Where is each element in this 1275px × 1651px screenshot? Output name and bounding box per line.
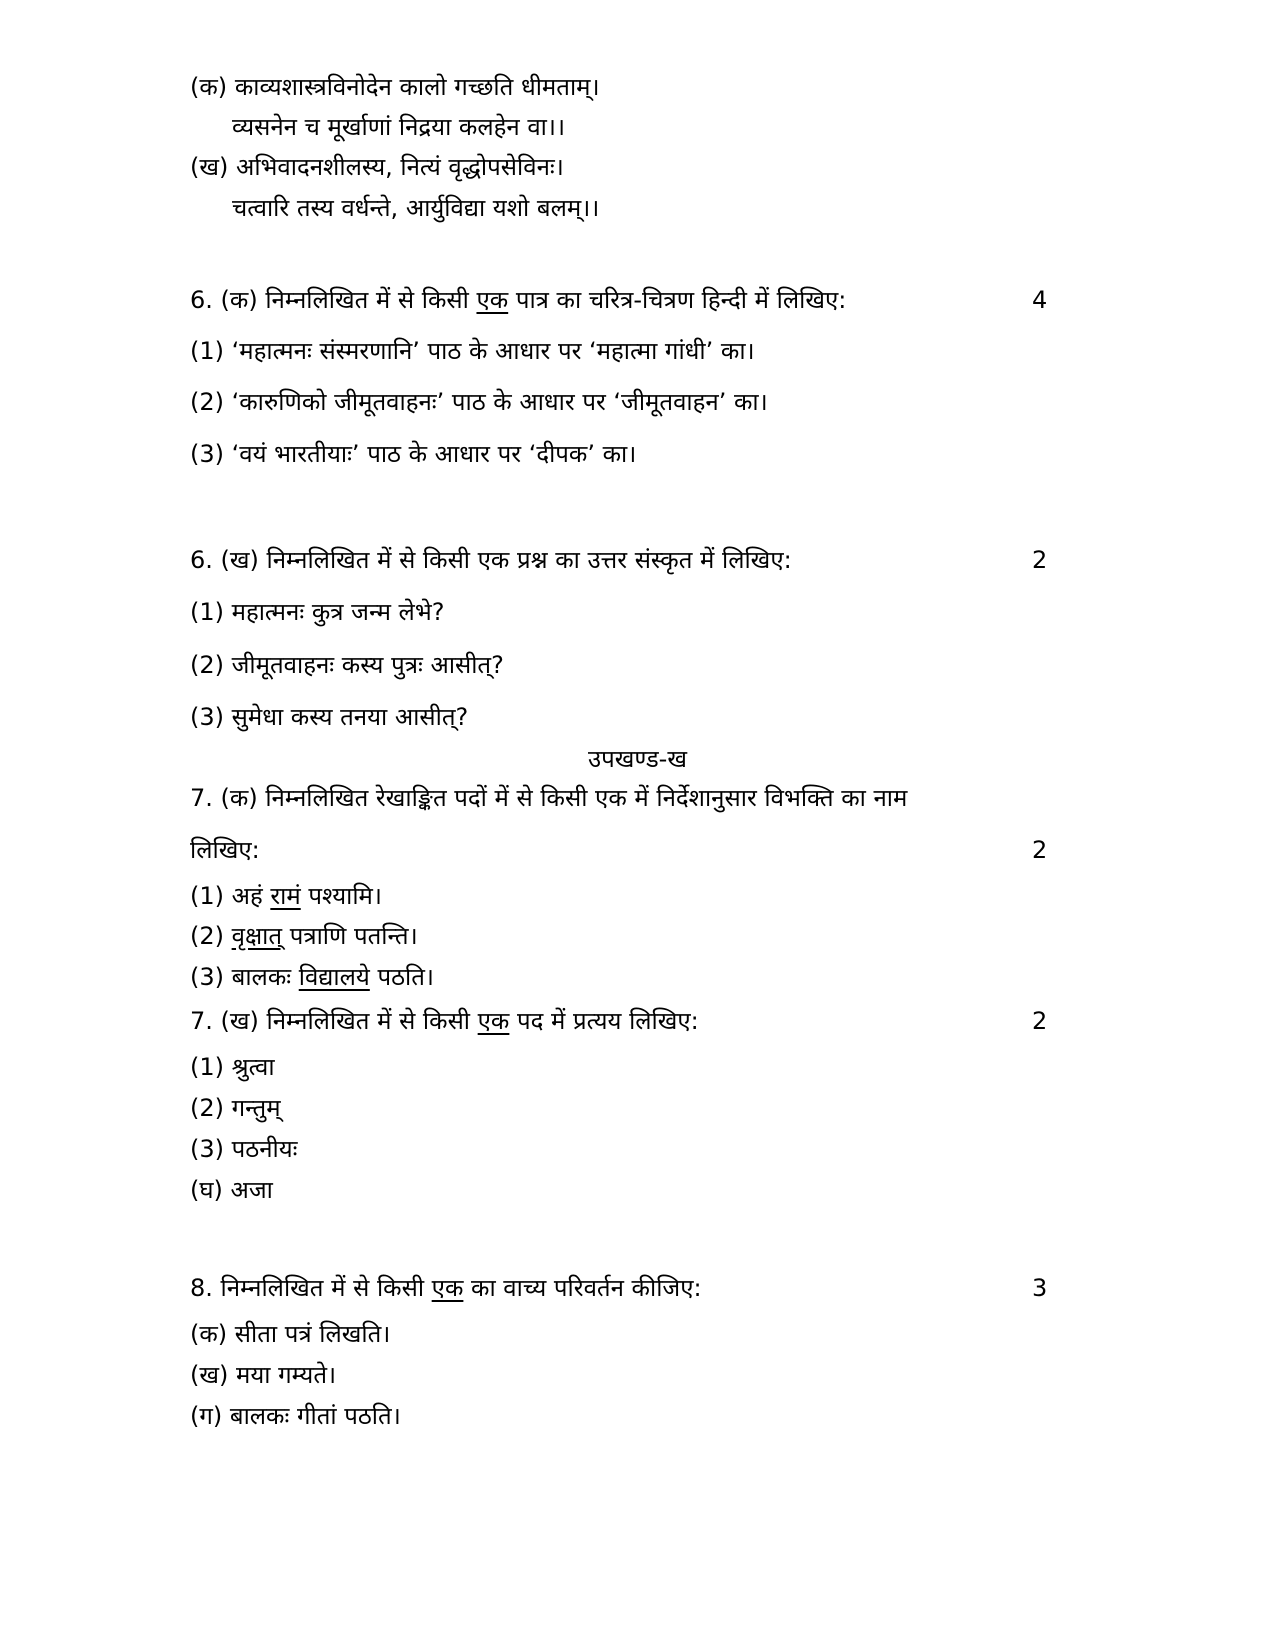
underlined-word: रामं	[270, 882, 301, 910]
verse-text: अभिवादनशीलस्य, नित्यं वृद्धोपसेविनः।	[236, 153, 564, 181]
item-post: पश्यामि।	[300, 882, 382, 910]
verse-label: (ख)	[190, 153, 229, 181]
question-7a-line1: 7. (क) निम्नलिखित रेखाङ्कित पदों में से किसी एक में निर्देशानुसार विभक्ति का नाम	[190, 784, 908, 812]
list-item: (2) जीमूतवाहनः कस्य पुत्रः आसीत्?	[190, 651, 504, 679]
question-7b	[190, 1004, 699, 1038]
list-item	[190, 879, 382, 913]
list-item: (ग) बालकः गीतां पठति।	[190, 1402, 401, 1430]
q6a-post: पात्र का चरित्र-चित्रण हिन्दी में लिखिए:	[508, 286, 847, 314]
verse-ka-line1	[190, 70, 600, 104]
question-6b: 6. (ख) निम्नलिखित में से किसी एक प्रश्न का उत्तर संस्कृत में लिखिए:	[190, 546, 792, 574]
q8-underlined: एक	[431, 1274, 464, 1302]
item-pre: (2)	[190, 922, 232, 950]
item-post: पठति।	[369, 963, 435, 991]
q8-marks: 3	[1032, 1274, 1048, 1302]
question-8	[190, 1271, 702, 1305]
list-item: (1) महात्मनः कुत्र जन्म लेभे?	[190, 598, 445, 626]
item-pre: (3) बालकः	[190, 963, 299, 991]
verse-ka-line2: व्यसनेन च मूर्खाणां निद्रया कलहेन वा।।	[232, 113, 566, 141]
list-item	[190, 919, 418, 953]
list-item: (1) श्रुत्वा	[190, 1053, 275, 1081]
item-post: पत्राणि पतन्ति।	[282, 922, 418, 950]
q6a-underlined: एक	[476, 286, 509, 314]
verse-kha-line1	[190, 150, 564, 184]
list-item: (2) ‘कारुणिको जीमूतवाहनः’ पाठ के आधार पर ‘जीमूतवाहन’ का।	[190, 388, 768, 416]
section-heading: उपखण्ड-ख	[588, 745, 687, 773]
q6a-marks: 4	[1032, 286, 1048, 314]
verse-text: काव्यशास्त्रविनोदेन कालो गच्छति धीमताम्।	[234, 73, 600, 101]
q6a-pre: 6. (क) निम्नलिखित में से किसी	[190, 286, 477, 314]
q7a-marks: 2	[1032, 836, 1048, 864]
q8-pre: 8. निम्नलिखित में से किसी	[190, 1274, 432, 1302]
q7b-post: पद में प्रत्यय लिखिए:	[509, 1007, 699, 1035]
item-pre: (1) अहं	[190, 882, 271, 910]
list-item	[190, 960, 434, 994]
list-item: (घ) अजा	[190, 1176, 273, 1204]
q7b-underlined: एक	[477, 1007, 510, 1035]
question-6a	[190, 283, 846, 317]
q7b-marks: 2	[1032, 1007, 1048, 1035]
question-7a-line2: लिखिए:	[190, 836, 260, 864]
list-item: (3) पठनीयः	[190, 1135, 298, 1163]
list-item: (3) सुमेधा कस्य तनया आसीत्?	[190, 703, 469, 731]
q6b-marks: 2	[1032, 546, 1048, 574]
list-item: (1) ‘महात्मनः संस्मरणानि’ पाठ के आधार पर ‘महात्मा गांधी’ का।	[190, 337, 755, 365]
q7b-pre: 7. (ख) निम्नलिखित में से किसी	[190, 1007, 478, 1035]
q8-post: का वाच्य परिवर्तन कीजिए:	[463, 1274, 702, 1302]
verse-kha-line2: चत्वारि तस्य वर्धन्ते, आर्युविद्या यशो बलम्।।	[232, 194, 600, 222]
list-item: (3) ‘वयं भारतीयाः’ पाठ के आधार पर ‘दीपक’ का।	[190, 440, 637, 468]
list-item: (क) सीता पत्रं लिखति।	[190, 1320, 391, 1348]
underlined-word: वृक्षात्	[231, 922, 283, 950]
list-item: (ख) मया गम्यते।	[190, 1361, 337, 1389]
verse-label: (क)	[190, 73, 228, 101]
list-item: (2) गन्तुम्	[190, 1094, 281, 1122]
underlined-word: विद्यालये	[298, 963, 370, 991]
